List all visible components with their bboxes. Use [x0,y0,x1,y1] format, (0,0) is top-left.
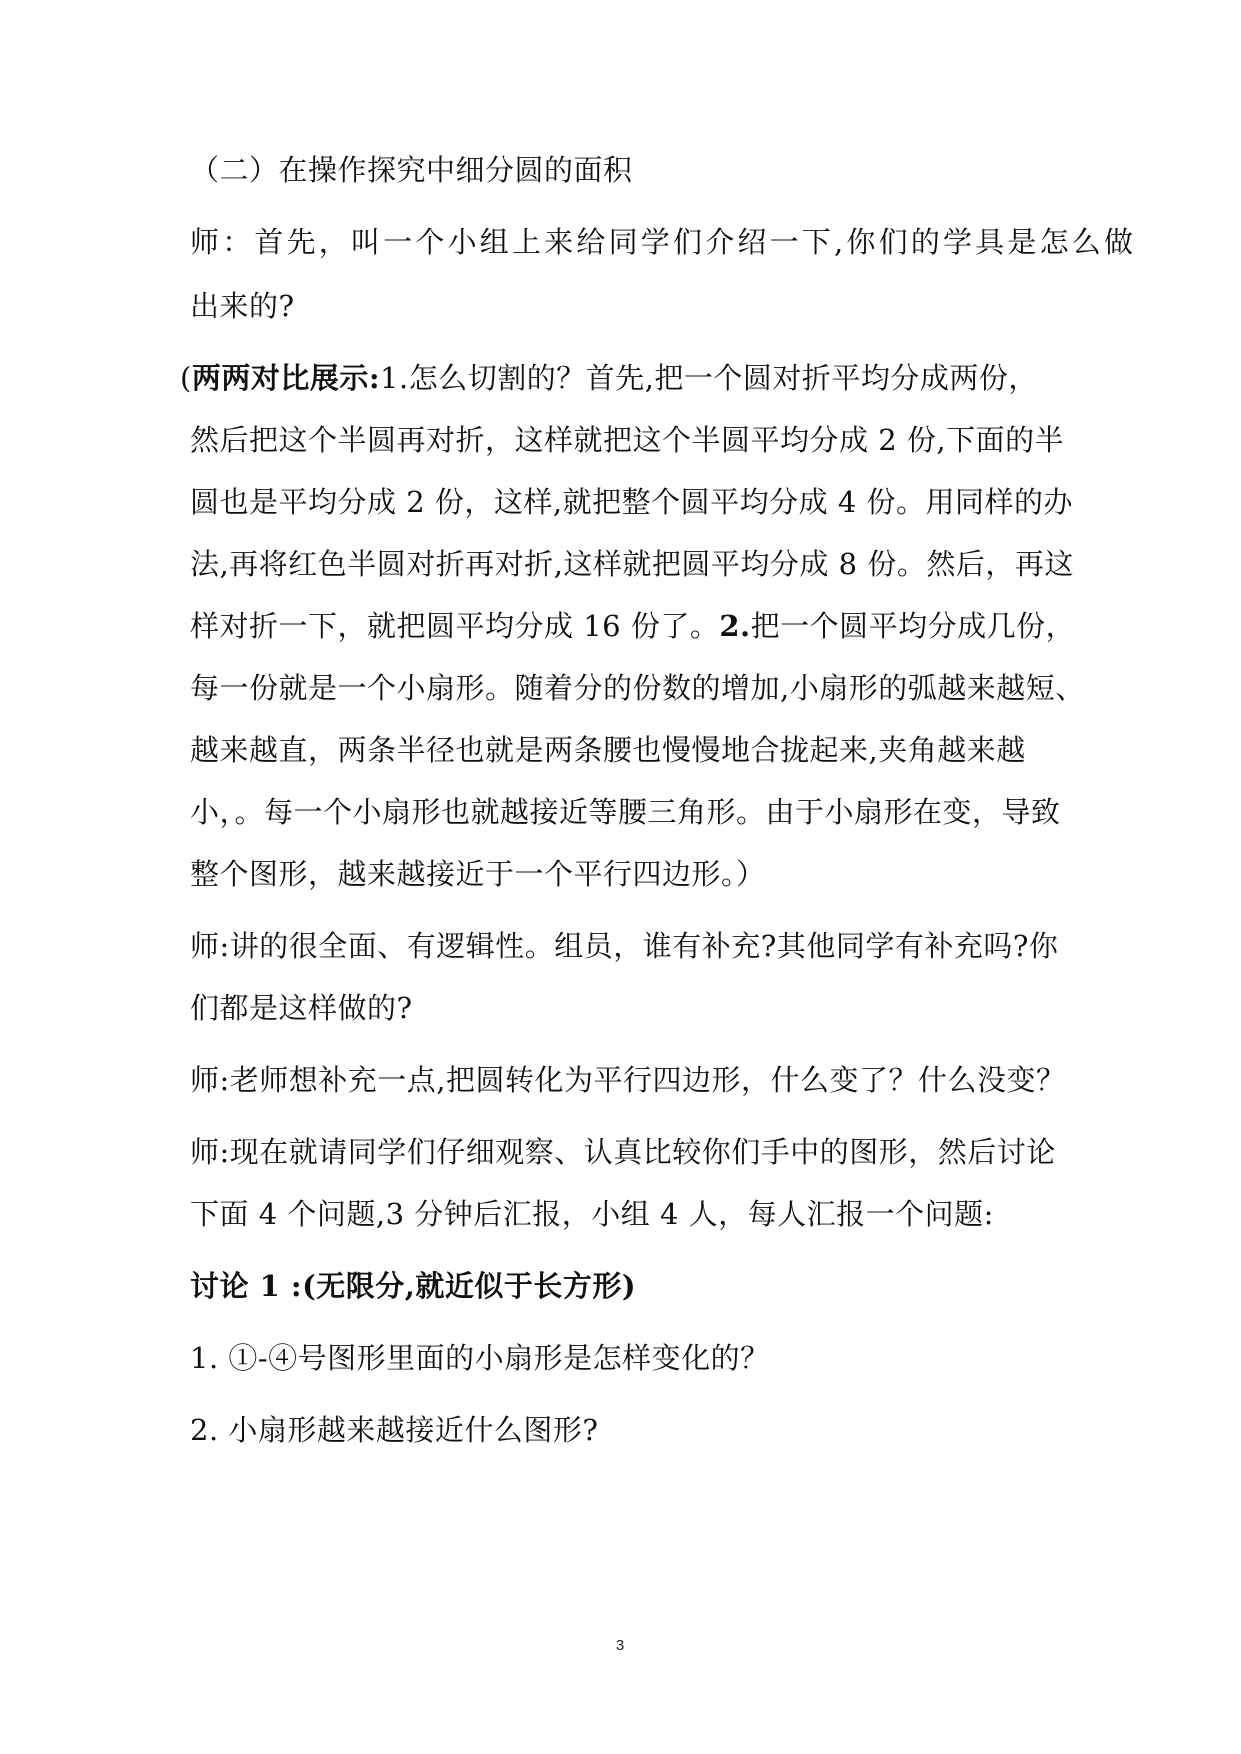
paragraph-5-line-1: 师:现在就请同学们仔细观察、认真比较你们手中的图形，然后讨论 [190,1135,1056,1169]
paragraph-2-line-4: 法,再将红色半圆对折再对折,这样就把圆平均分成 8 份。然后，再这 [190,547,1074,581]
paragraph-2-line-1-rest: 1.怎么切割的？首先,把一个圆对折平均分成两份， [380,361,1038,395]
paragraph-2-line-5-b: 2. [719,609,751,643]
page-number: 3 [615,1637,625,1654]
bold-label: 两两对比展示: [191,361,381,395]
question-2: 2. 小扇形越来越接近什么图形? [190,1413,599,1447]
paragraph-2-line-6: 每一份就是一个小扇形。随着分的份数的增加,小扇形的弧越来越短、 [190,671,1085,705]
paragraph-2-line-5-c: 把一个圆平均分成几份， [750,609,1076,643]
paragraph-2-line-2: 然后把这个半圆再对折，这样就把这个半圆平均分成 2 份,下面的半 [190,423,1065,457]
section-heading: （二）在操作探究中细分圆的面积 [190,153,633,187]
paragraph-3-line-1: 师:讲的很全面、有逻辑性。组员，谁有补充?其他同学有补充吗?你 [190,929,1059,963]
paragraph-1-line-1: 师：首先，叫一个小组上来给同学们介绍一下,你们的学具是怎么做 [190,225,1137,259]
paragraph-2-line-5 [190,606,1076,646]
paragraph-1-line-2: 出来的? [190,289,295,323]
paragraph-2-line-7: 越来越直，两条半径也就是两条腰也慢慢地合拢起来,夹角越来越 [190,733,1026,767]
open-paren: ( [180,361,192,395]
paragraph-2-line-5-a: 样对折一下，就把圆平均分成 16 份了。 [190,609,720,643]
paragraph-2-line-1 [180,358,1060,398]
paragraph-2-line-9: 整个图形，越来越接近于一个平行四边形。） [190,857,766,891]
paragraph-2-line-3: 圆也是平均分成 2 份，这样,就把整个圆平均分成 4 份。用同样的办 [190,485,1073,519]
paragraph-4-line-1: 师:老师想补充一点,把圆转化为平行四边形，什么变了？什么没变？ [190,1063,1066,1097]
paragraph-5-line-2: 下面 4 个问题,3 分钟后汇报，小组 4 人，每人汇报一个问题: [190,1197,994,1231]
paragraph-3-line-2: 们都是这样做的? [190,991,413,1025]
question-1: 1. ①-④号图形里面的小扇形是怎样变化的？ [190,1341,770,1375]
discussion-heading: 讨论 1 :(无限分,就近似于长方形) [190,1269,637,1303]
paragraph-2-line-8: 小，。每一个小扇形也就越接近等腰三角形。由于小扇形在变，导致 [190,795,1061,829]
